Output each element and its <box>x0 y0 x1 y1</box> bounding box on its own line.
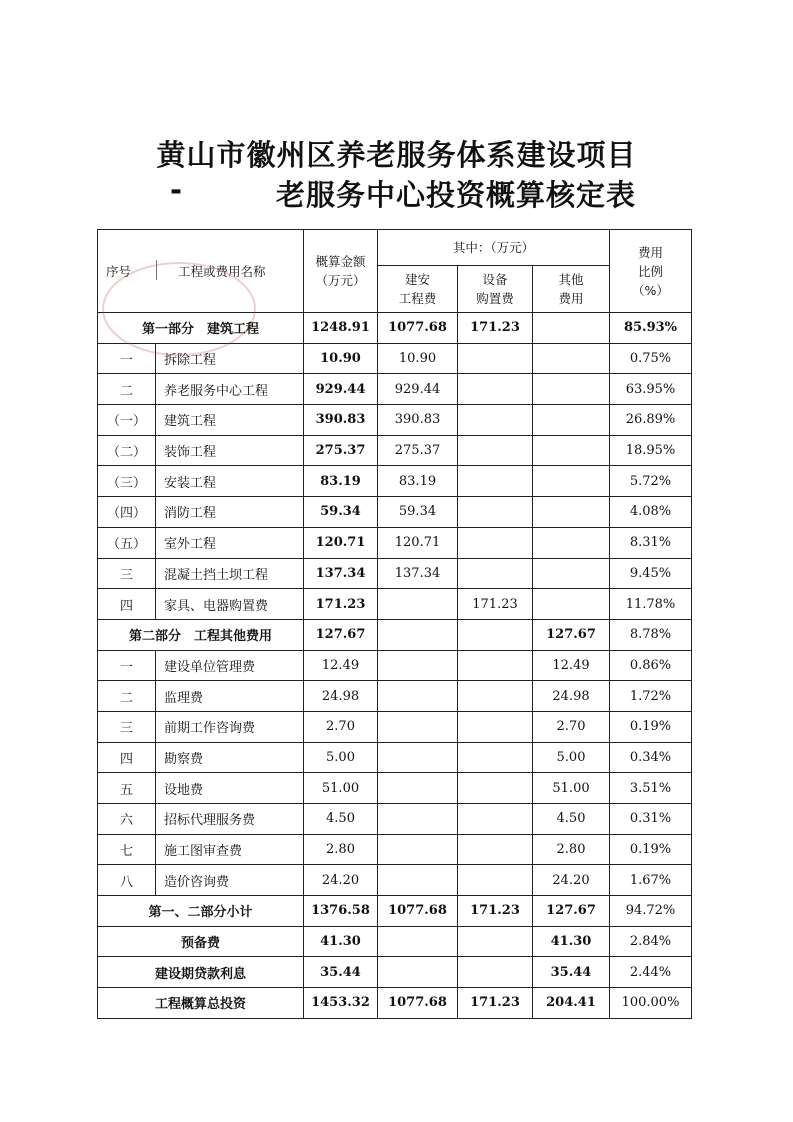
row-other <box>533 497 610 528</box>
row-seq: （五） <box>98 527 156 558</box>
header-ratio-line2: 比例 <box>637 263 663 279</box>
header-equip-line2: 购置费 <box>476 291 514 307</box>
title-line2-text: 老服务中心投资概算核定表 <box>276 178 637 212</box>
table-row <box>98 896 692 927</box>
row-equip <box>458 834 533 865</box>
table-row <box>98 466 692 497</box>
row-other <box>533 405 610 436</box>
row-name: 施工图审查费 <box>156 834 304 865</box>
row-construct: 390.83 <box>378 405 458 436</box>
row-amount: 10.90 <box>304 343 378 374</box>
row-seq: 四 <box>98 589 156 620</box>
row-ratio: 26.89% <box>610 405 692 436</box>
header-equip-line1: 设备 <box>482 272 508 288</box>
table-row <box>98 681 692 712</box>
row-construct <box>378 926 458 957</box>
row-name: 工程概算总投资 <box>98 988 304 1019</box>
row-seq: 五 <box>98 773 156 804</box>
row-equip <box>458 865 533 896</box>
table-row <box>98 742 692 773</box>
row-equip: 171.23 <box>458 896 533 927</box>
row-name: 监理费 <box>156 681 304 712</box>
row-amount: 41.30 <box>304 926 378 957</box>
row-construct: 120.71 <box>378 527 458 558</box>
header-construct-line2: 工程费 <box>398 291 437 307</box>
row-construct: 275.37 <box>378 435 458 466</box>
row-other: 35.44 <box>533 957 610 988</box>
row-other: 41.30 <box>533 926 610 957</box>
row-other <box>533 374 610 405</box>
row-name: 预备费 <box>98 926 304 957</box>
row-name: 混凝土挡土坝工程 <box>156 558 304 589</box>
row-other <box>533 313 610 344</box>
header-amount <box>304 230 378 313</box>
row-ratio: 1.72% <box>610 681 692 712</box>
header-ratio-line3: （%） <box>632 282 669 298</box>
row-equip <box>458 804 533 835</box>
row-equip <box>458 773 533 804</box>
header-amount-line1: 概算金额 <box>315 254 366 269</box>
row-ratio: 8.31% <box>610 527 692 558</box>
header-other-line1: 其他 <box>558 272 584 288</box>
row-other: 24.20 <box>533 865 610 896</box>
row-name: 第一、二部分小计 <box>98 896 304 927</box>
row-construct: 1077.68 <box>378 896 458 927</box>
row-name: 室外工程 <box>156 527 304 558</box>
row-amount: 51.00 <box>304 773 378 804</box>
row-equip: 171.23 <box>458 313 533 344</box>
row-equip <box>458 343 533 374</box>
row-other <box>533 589 610 620</box>
row-other <box>533 466 610 497</box>
row-ratio: 100.00% <box>610 988 692 1019</box>
row-amount: 35.44 <box>304 957 378 988</box>
row-seq: 二 <box>98 681 156 712</box>
row-seq: 三 <box>98 558 156 589</box>
row-name: 家具、电器购置费 <box>156 589 304 620</box>
table-row <box>98 957 692 988</box>
row-seq: （一） <box>98 405 156 436</box>
row-name: 招标代理服务费 <box>156 804 304 835</box>
row-name: 设地费 <box>156 773 304 804</box>
table-row <box>98 589 692 620</box>
table-row <box>98 313 692 344</box>
row-other: 12.49 <box>533 650 610 681</box>
table-header <box>98 230 692 313</box>
row-name: 造价咨询费 <box>156 865 304 896</box>
table-row <box>98 804 692 835</box>
table-row <box>98 527 692 558</box>
row-name: 拆除工程 <box>156 343 304 374</box>
row-seq: （四） <box>98 497 156 528</box>
table-row <box>98 834 692 865</box>
row-amount: 1376.58 <box>304 896 378 927</box>
header-ratio-line1: 费用 <box>637 244 663 260</box>
row-construct: 1077.68 <box>378 988 458 1019</box>
row-amount: 5.00 <box>304 742 378 773</box>
table-row <box>98 343 692 374</box>
table-row <box>98 619 692 650</box>
header-name: 工程或费用名称 <box>178 264 266 279</box>
table-row <box>98 435 692 466</box>
row-amount: 12.49 <box>304 650 378 681</box>
row-name: 养老服务中心工程 <box>156 374 304 405</box>
row-ratio: 5.72% <box>610 466 692 497</box>
row-name: 建设单位管理费 <box>156 650 304 681</box>
row-seq: 八 <box>98 865 156 896</box>
row-name: 第二部分 工程其他费用 <box>98 619 304 650</box>
row-name: 消防工程 <box>156 497 304 528</box>
row-ratio: 8.78% <box>610 619 692 650</box>
row-other: 2.80 <box>533 834 610 865</box>
row-ratio: 4.08% <box>610 497 692 528</box>
row-other: 4.50 <box>533 804 610 835</box>
row-construct: 929.44 <box>378 374 458 405</box>
row-name: 装饰工程 <box>156 435 304 466</box>
row-seq: 一 <box>98 650 156 681</box>
table-row <box>98 988 692 1019</box>
row-equip: 171.23 <box>458 988 533 1019</box>
title-dash: - <box>170 173 184 207</box>
row-name: 建设期贷款利息 <box>98 957 304 988</box>
row-seq: （三） <box>98 466 156 497</box>
row-seq: 一 <box>98 343 156 374</box>
row-ratio: 85.93% <box>610 313 692 344</box>
row-equip <box>458 926 533 957</box>
row-construct: 137.34 <box>378 558 458 589</box>
row-other: 2.70 <box>533 711 610 742</box>
row-name: 建筑工程 <box>156 405 304 436</box>
header-construct <box>378 266 458 313</box>
header-other-line2: 费用 <box>558 291 584 307</box>
row-ratio: 0.34% <box>610 742 692 773</box>
row-amount: 24.20 <box>304 865 378 896</box>
row-equip: 171.23 <box>458 589 533 620</box>
row-equip <box>458 466 533 497</box>
row-amount: 929.44 <box>304 374 378 405</box>
row-amount: 390.83 <box>304 405 378 436</box>
row-ratio: 0.19% <box>610 834 692 865</box>
row-ratio: 11.78% <box>610 589 692 620</box>
table-row <box>98 865 692 896</box>
row-equip <box>458 742 533 773</box>
row-name: 勘察费 <box>156 742 304 773</box>
row-equip <box>458 405 533 436</box>
table-row <box>98 405 692 436</box>
row-seq: 七 <box>98 834 156 865</box>
row-other: 127.67 <box>533 619 610 650</box>
row-equip <box>458 957 533 988</box>
table-row <box>98 773 692 804</box>
row-ratio: 3.51% <box>610 773 692 804</box>
row-amount: 59.34 <box>304 497 378 528</box>
row-amount: 137.34 <box>304 558 378 589</box>
header-among: 其中：（万元） <box>378 230 610 266</box>
row-other <box>533 527 610 558</box>
table-row <box>98 558 692 589</box>
row-construct <box>378 804 458 835</box>
row-amount: 171.23 <box>304 589 378 620</box>
table-body <box>98 313 692 1019</box>
row-construct: 83.19 <box>378 466 458 497</box>
row-name: 前期工作咨询费 <box>156 711 304 742</box>
row-seq: 二 <box>98 374 156 405</box>
row-other: 5.00 <box>533 742 610 773</box>
row-equip <box>458 650 533 681</box>
header-construct-line1: 建安 <box>404 272 430 288</box>
row-other: 204.41 <box>533 988 610 1019</box>
row-amount: 127.67 <box>304 619 378 650</box>
row-amount: 1453.32 <box>304 988 378 1019</box>
row-equip <box>458 435 533 466</box>
row-construct <box>378 681 458 712</box>
row-ratio: 1.67% <box>610 865 692 896</box>
row-amount: 120.71 <box>304 527 378 558</box>
row-equip <box>458 681 533 712</box>
table-row <box>98 497 692 528</box>
row-construct <box>378 957 458 988</box>
row-seq: 六 <box>98 804 156 835</box>
row-amount: 4.50 <box>304 804 378 835</box>
row-equip <box>458 374 533 405</box>
row-construct <box>378 742 458 773</box>
row-amount: 1248.91 <box>304 313 378 344</box>
row-amount: 2.70 <box>304 711 378 742</box>
row-ratio: 9.45% <box>610 558 692 589</box>
row-construct: 1077.68 <box>378 313 458 344</box>
row-equip <box>458 527 533 558</box>
row-ratio: 0.19% <box>610 711 692 742</box>
row-name: 安装工程 <box>156 466 304 497</box>
row-ratio: 18.95% <box>610 435 692 466</box>
row-ratio: 0.75% <box>610 343 692 374</box>
header-separator <box>156 260 157 280</box>
row-ratio: 63.95% <box>610 374 692 405</box>
table-row <box>98 650 692 681</box>
row-equip <box>458 711 533 742</box>
table-row <box>98 374 692 405</box>
row-amount: 83.19 <box>304 466 378 497</box>
row-other <box>533 558 610 589</box>
budget-table <box>97 229 692 1019</box>
document-title-line1: 黄山市徽州区养老服务体系建设项目 <box>156 138 637 172</box>
row-equip <box>458 619 533 650</box>
row-seq: （二） <box>98 435 156 466</box>
table-row <box>98 926 692 957</box>
header-seq-name-cell <box>98 230 304 313</box>
row-construct: 10.90 <box>378 343 458 374</box>
row-seq: 四 <box>98 742 156 773</box>
table-row <box>98 711 692 742</box>
row-construct <box>378 711 458 742</box>
row-name: 第一部分 建筑工程 <box>98 313 304 344</box>
header-amount-line2: （万元） <box>315 273 366 288</box>
row-construct: 59.34 <box>378 497 458 528</box>
row-other: 127.67 <box>533 896 610 927</box>
row-ratio: 0.31% <box>610 804 692 835</box>
row-equip <box>458 497 533 528</box>
row-construct <box>378 865 458 896</box>
row-ratio: 0.86% <box>610 650 692 681</box>
row-ratio: 94.72% <box>610 896 692 927</box>
row-construct <box>378 834 458 865</box>
row-other: 24.98 <box>533 681 610 712</box>
row-seq: 三 <box>98 711 156 742</box>
header-ratio <box>610 230 692 313</box>
row-construct <box>378 619 458 650</box>
row-amount: 2.80 <box>304 834 378 865</box>
row-construct <box>378 589 458 620</box>
row-other <box>533 435 610 466</box>
header-equip <box>458 266 533 313</box>
row-construct <box>378 650 458 681</box>
header-other <box>533 266 610 313</box>
row-amount: 24.98 <box>304 681 378 712</box>
row-equip <box>458 558 533 589</box>
row-ratio: 2.44% <box>610 957 692 988</box>
row-other: 51.00 <box>533 773 610 804</box>
row-construct <box>378 773 458 804</box>
row-ratio: 2.84% <box>610 926 692 957</box>
row-amount: 275.37 <box>304 435 378 466</box>
header-seq: 序号 <box>106 264 132 279</box>
row-other <box>533 343 610 374</box>
